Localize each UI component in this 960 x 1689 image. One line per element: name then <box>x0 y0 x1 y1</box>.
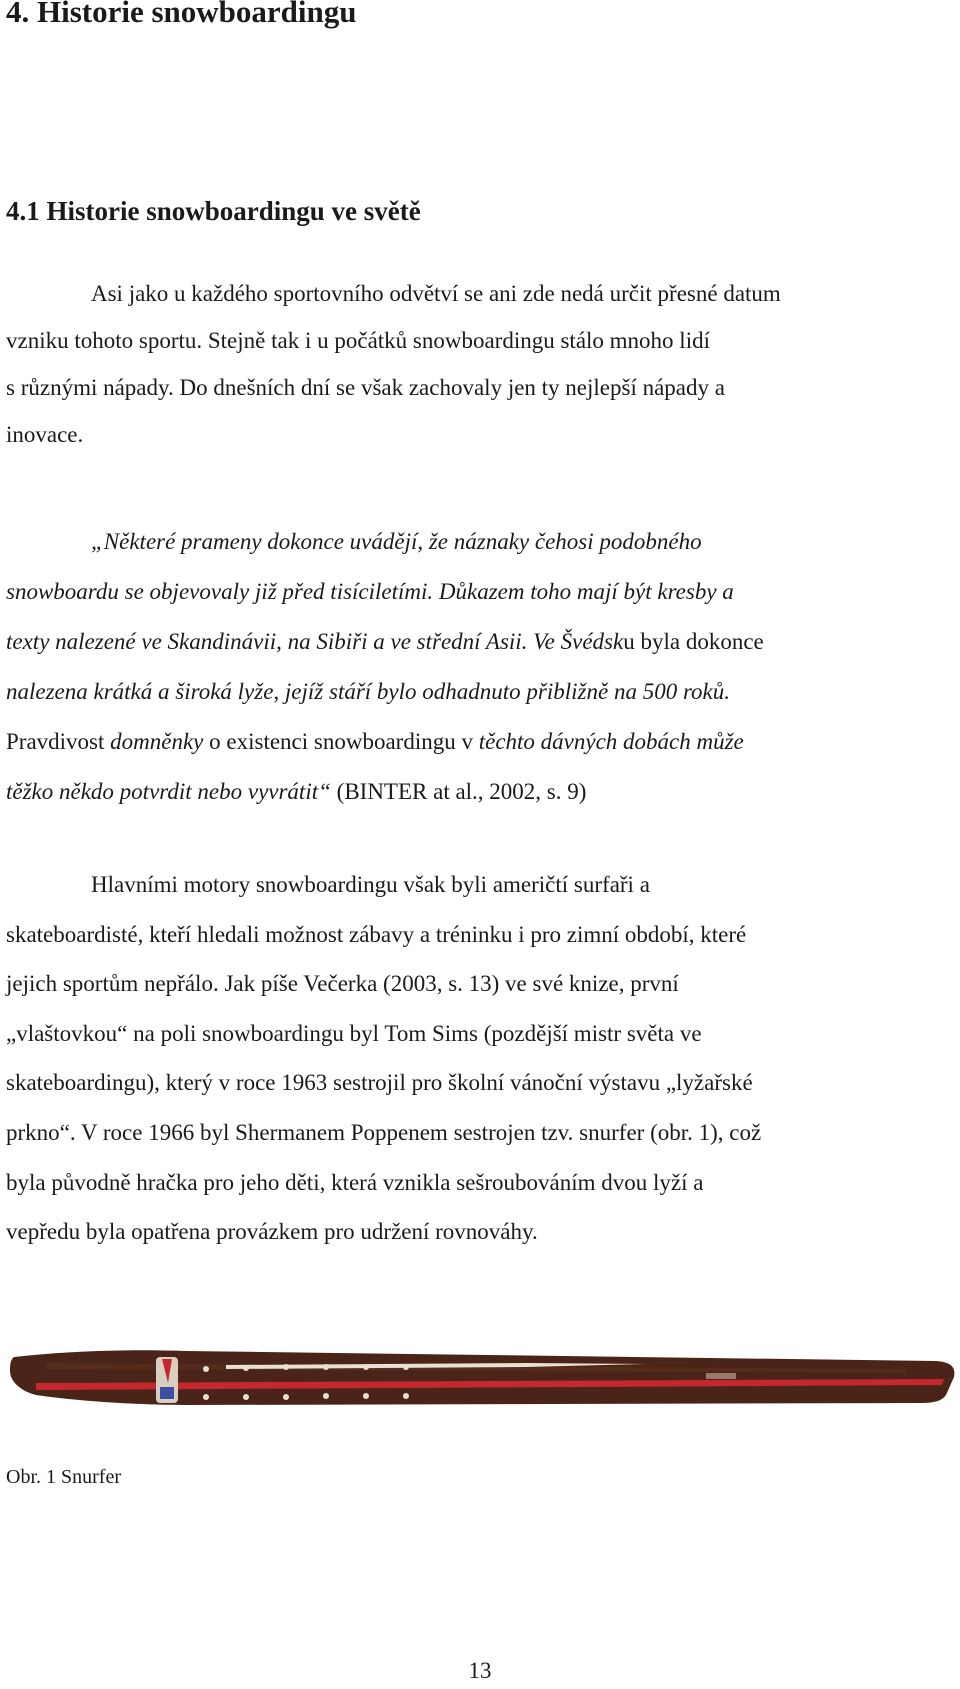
quote-segment: o existenci snowboardingu v <box>203 729 479 754</box>
paragraph-line: Asi jako u každého sportovního odvětví se ani zde nedá určit přesné datum <box>91 281 781 306</box>
quote-line: texty nalezené ve Skandinávii, na Sibiři a ve střední Asii. Ve Švédsk <box>6 629 624 654</box>
citation: (BINTER at al., 2002, s. 9) <box>330 779 587 804</box>
quote-segment: těchto dávných dobách může <box>478 729 744 754</box>
paragraph-history <box>6 860 926 1257</box>
quote-segment: Pravdivost <box>6 729 111 754</box>
quote-line: „Některé prameny dokonce uvádějí, že náznaky čehosi podobného <box>91 529 702 554</box>
paragraph-line: vepředu byla opatřena provázkem pro udržení rovnováhy. <box>6 1219 538 1245</box>
paragraph-line: vzniku tohoto sportu. Stejně tak i u počátků snowboardingu stálo mnoho lidí <box>6 328 710 353</box>
quote-line: nalezena krátká a široká lyže, jejíž stáří bylo odhadnuto přibližně na 500 roků. <box>6 679 731 704</box>
snurfer-image <box>6 1343 958 1423</box>
snurfer-emblem <box>156 1357 178 1403</box>
paragraph-line: byla původně hračka pro jeho děti, která vznikla sešroubováním dvou lyží a <box>6 1169 704 1195</box>
snurfer-marking <box>706 1373 736 1379</box>
paragraph-line: Hlavními motory snowboardingu však byli američtí surfaři a <box>91 872 650 897</box>
figure-caption: Obr. 1 Snurfer <box>6 1466 121 1488</box>
paragraph-line: s různými nápady. Do dnešních dní se však zachovaly jen ty nejlepší nápady a <box>6 375 725 400</box>
quote-line-tail: u byla dokonce <box>623 629 764 654</box>
snurfer-board <box>10 1350 954 1405</box>
paragraph-line: „vlaštovkou“ na poli snowboardingu byl Tom Sims (pozdější mistr světa ve <box>6 1020 702 1046</box>
paragraph-line: skateboardingu), který v roce 1963 sestrojil pro školní vánoční výstavu „lyžařské <box>6 1070 753 1096</box>
paragraph-line: inovace. <box>6 422 84 447</box>
paragraph-intro <box>6 270 926 458</box>
section-heading: 4.1 Historie snowboardingu ve světě <box>6 196 421 226</box>
paragraph-quote <box>6 517 926 817</box>
page-number: 13 <box>468 1658 492 1683</box>
quote-line: snowboardu se objevovaly již před tisíciletími. Důkazem toho mají být kresby a <box>6 579 734 604</box>
chapter-heading: 4. Historie snowboardingu <box>6 0 357 29</box>
quote-line: těžko někdo potvrdit nebo vyvrátit“ <box>6 779 331 804</box>
paragraph-line: prkno“. V roce 1966 byl Shermanem Poppenem sestrojen tzv. snurfer (obr. 1), což <box>6 1119 762 1145</box>
paragraph-line: skateboardisté, kteří hledali možnost zábavy a tréninku i pro zimní období, které <box>6 921 747 947</box>
quote-segment: domněnky <box>110 729 204 754</box>
paragraph-line: jejich sportům nepřálo. Jak píše Večerka (2003, s. 13) ve své knize, první <box>6 971 679 997</box>
